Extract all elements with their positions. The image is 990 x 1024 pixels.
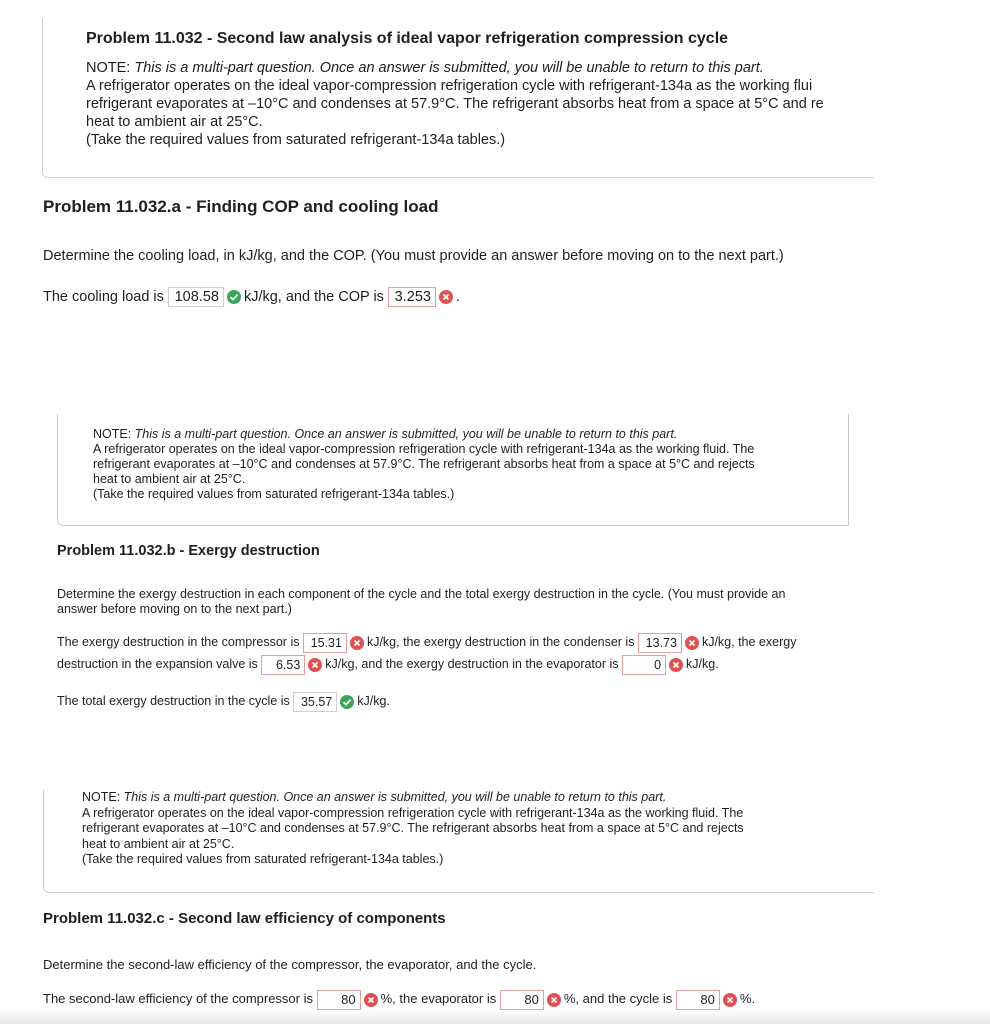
part-c-answer-line: The second-law efficiency of the compressor is 80 %, the evaporator is 80 %, and the cycle is 80 %. — [43, 989, 755, 1010]
incorrect-x-icon — [669, 658, 683, 672]
part-b-title: Problem 11.032.b - Exergy destruction — [57, 543, 320, 559]
incorrect-x-icon — [350, 636, 364, 650]
part-c-prompt: Determine the second-law efficiency of the compressor, the evaporator, and the cycle. — [43, 957, 537, 972]
incorrect-x-icon — [547, 993, 561, 1007]
part-a-answer-line: The cooling load is 108.58 kJ/kg, and the COP is 3.253 . — [43, 289, 460, 306]
problem-note: NOTE: This is a multi-part question. Once an answer is submitted, you will be unable to return to this part. A refrigerator operates on the ideal vapor-compression refrigeration cycle with refrigerant-134a as the working fluid. The refrigerant evaporates at –10°C and condenses at 57.9°C. The refrigerant absorbs heat from a space at 5°C and rejects heat to ambient air at 25°C. (Take the required values from saturated refrigerant-134a tables.) — [82, 790, 744, 866]
cooling-load-input[interactable]: 108.58 — [168, 287, 224, 307]
incorrect-x-icon — [308, 658, 322, 672]
part-a-title: Problem 11.032.a - Finding COP and cooling load — [43, 197, 439, 216]
problem-note: NOTE: This is a multi-part question. Once an answer is submitted, you will be unable to return to this part. A refrigerator operates on the ideal vapor-compression refrigeration cycle with refrigerant-134a as the working fluid. The refrigerant evaporates at –10°C and condenses at 57.9°C. The refrigerant absorbs heat from a space at 5°C and rejects heat to ambient air at 25°C. (Take the required values from saturated refrigerant-134a tables.) — [93, 427, 755, 501]
part-c-title: Problem 11.032.c - Second law efficiency of components — [43, 910, 446, 927]
problem-heading: Problem 11.032 - Second law analysis of ideal vapor refrigeration compression cycle — [86, 30, 729, 47]
compressor-efficiency-input[interactable]: 80 — [317, 990, 361, 1010]
problem-intro-card — [42, 18, 874, 178]
bottom-fade — [0, 1010, 990, 1024]
incorrect-x-icon — [439, 290, 453, 304]
part-b-answer-line-1: The exergy destruction in the compressor is 15.31 kJ/kg, the exergy destruction in the condenser is 13.73 kJ/kg, the exergy — [57, 632, 796, 653]
part-b-prompt-2: answer before moving on to the next part.) — [57, 602, 292, 616]
cop-input[interactable]: 3.253 — [388, 287, 436, 307]
correct-check-icon — [227, 290, 241, 304]
compressor-exergy-input[interactable]: 15.31 — [303, 633, 347, 653]
part-b-total-line: The total exergy destruction in the cycle is 35.57 kJ/kg. — [57, 691, 390, 712]
part-b-answer-line-2: destruction in the expansion valve is 6.53 kJ/kg, and the exergy destruction in the evaporator is 0 kJ/kg. — [57, 654, 719, 675]
correct-check-icon — [340, 695, 354, 709]
part-a-prompt: Determine the cooling load, in kJ/kg, and the COP. (You must provide an answer before moving on to the next part.) — [43, 248, 784, 264]
cycle-efficiency-input[interactable]: 80 — [676, 990, 720, 1010]
condenser-exergy-input[interactable]: 13.73 — [638, 633, 682, 653]
evaporator-efficiency-input[interactable]: 80 — [500, 990, 544, 1010]
total-exergy-input[interactable]: 35.57 — [293, 692, 337, 712]
problem-intro-card-c — [43, 790, 874, 893]
evaporator-exergy-input[interactable]: 0 — [622, 655, 666, 675]
incorrect-x-icon — [364, 993, 378, 1007]
valve-exergy-input[interactable]: 6.53 — [261, 655, 305, 675]
incorrect-x-icon — [723, 993, 737, 1007]
problem-intro-card-b — [57, 414, 849, 526]
part-b-prompt-1: Determine the exergy destruction in each component of the cycle and the total exergy destruction in the cycle. (You must provide an — [57, 587, 786, 601]
incorrect-x-icon — [685, 636, 699, 650]
problem-note: NOTE: This is a multi-part question. Once an answer is submitted, you will be unable to return to this part. A refrigerator operates on the ideal vapor-compression refrigeration cycle with refrigerant-134a as the working flui refrigerant evaporates at –10°C and condenses at 57.9°C. The refrigerant absorbs heat from a space at 5°C and re heat to ambient air at 25°C. (Take the required values from saturated refrigerant-134a tables.) — [86, 60, 824, 148]
